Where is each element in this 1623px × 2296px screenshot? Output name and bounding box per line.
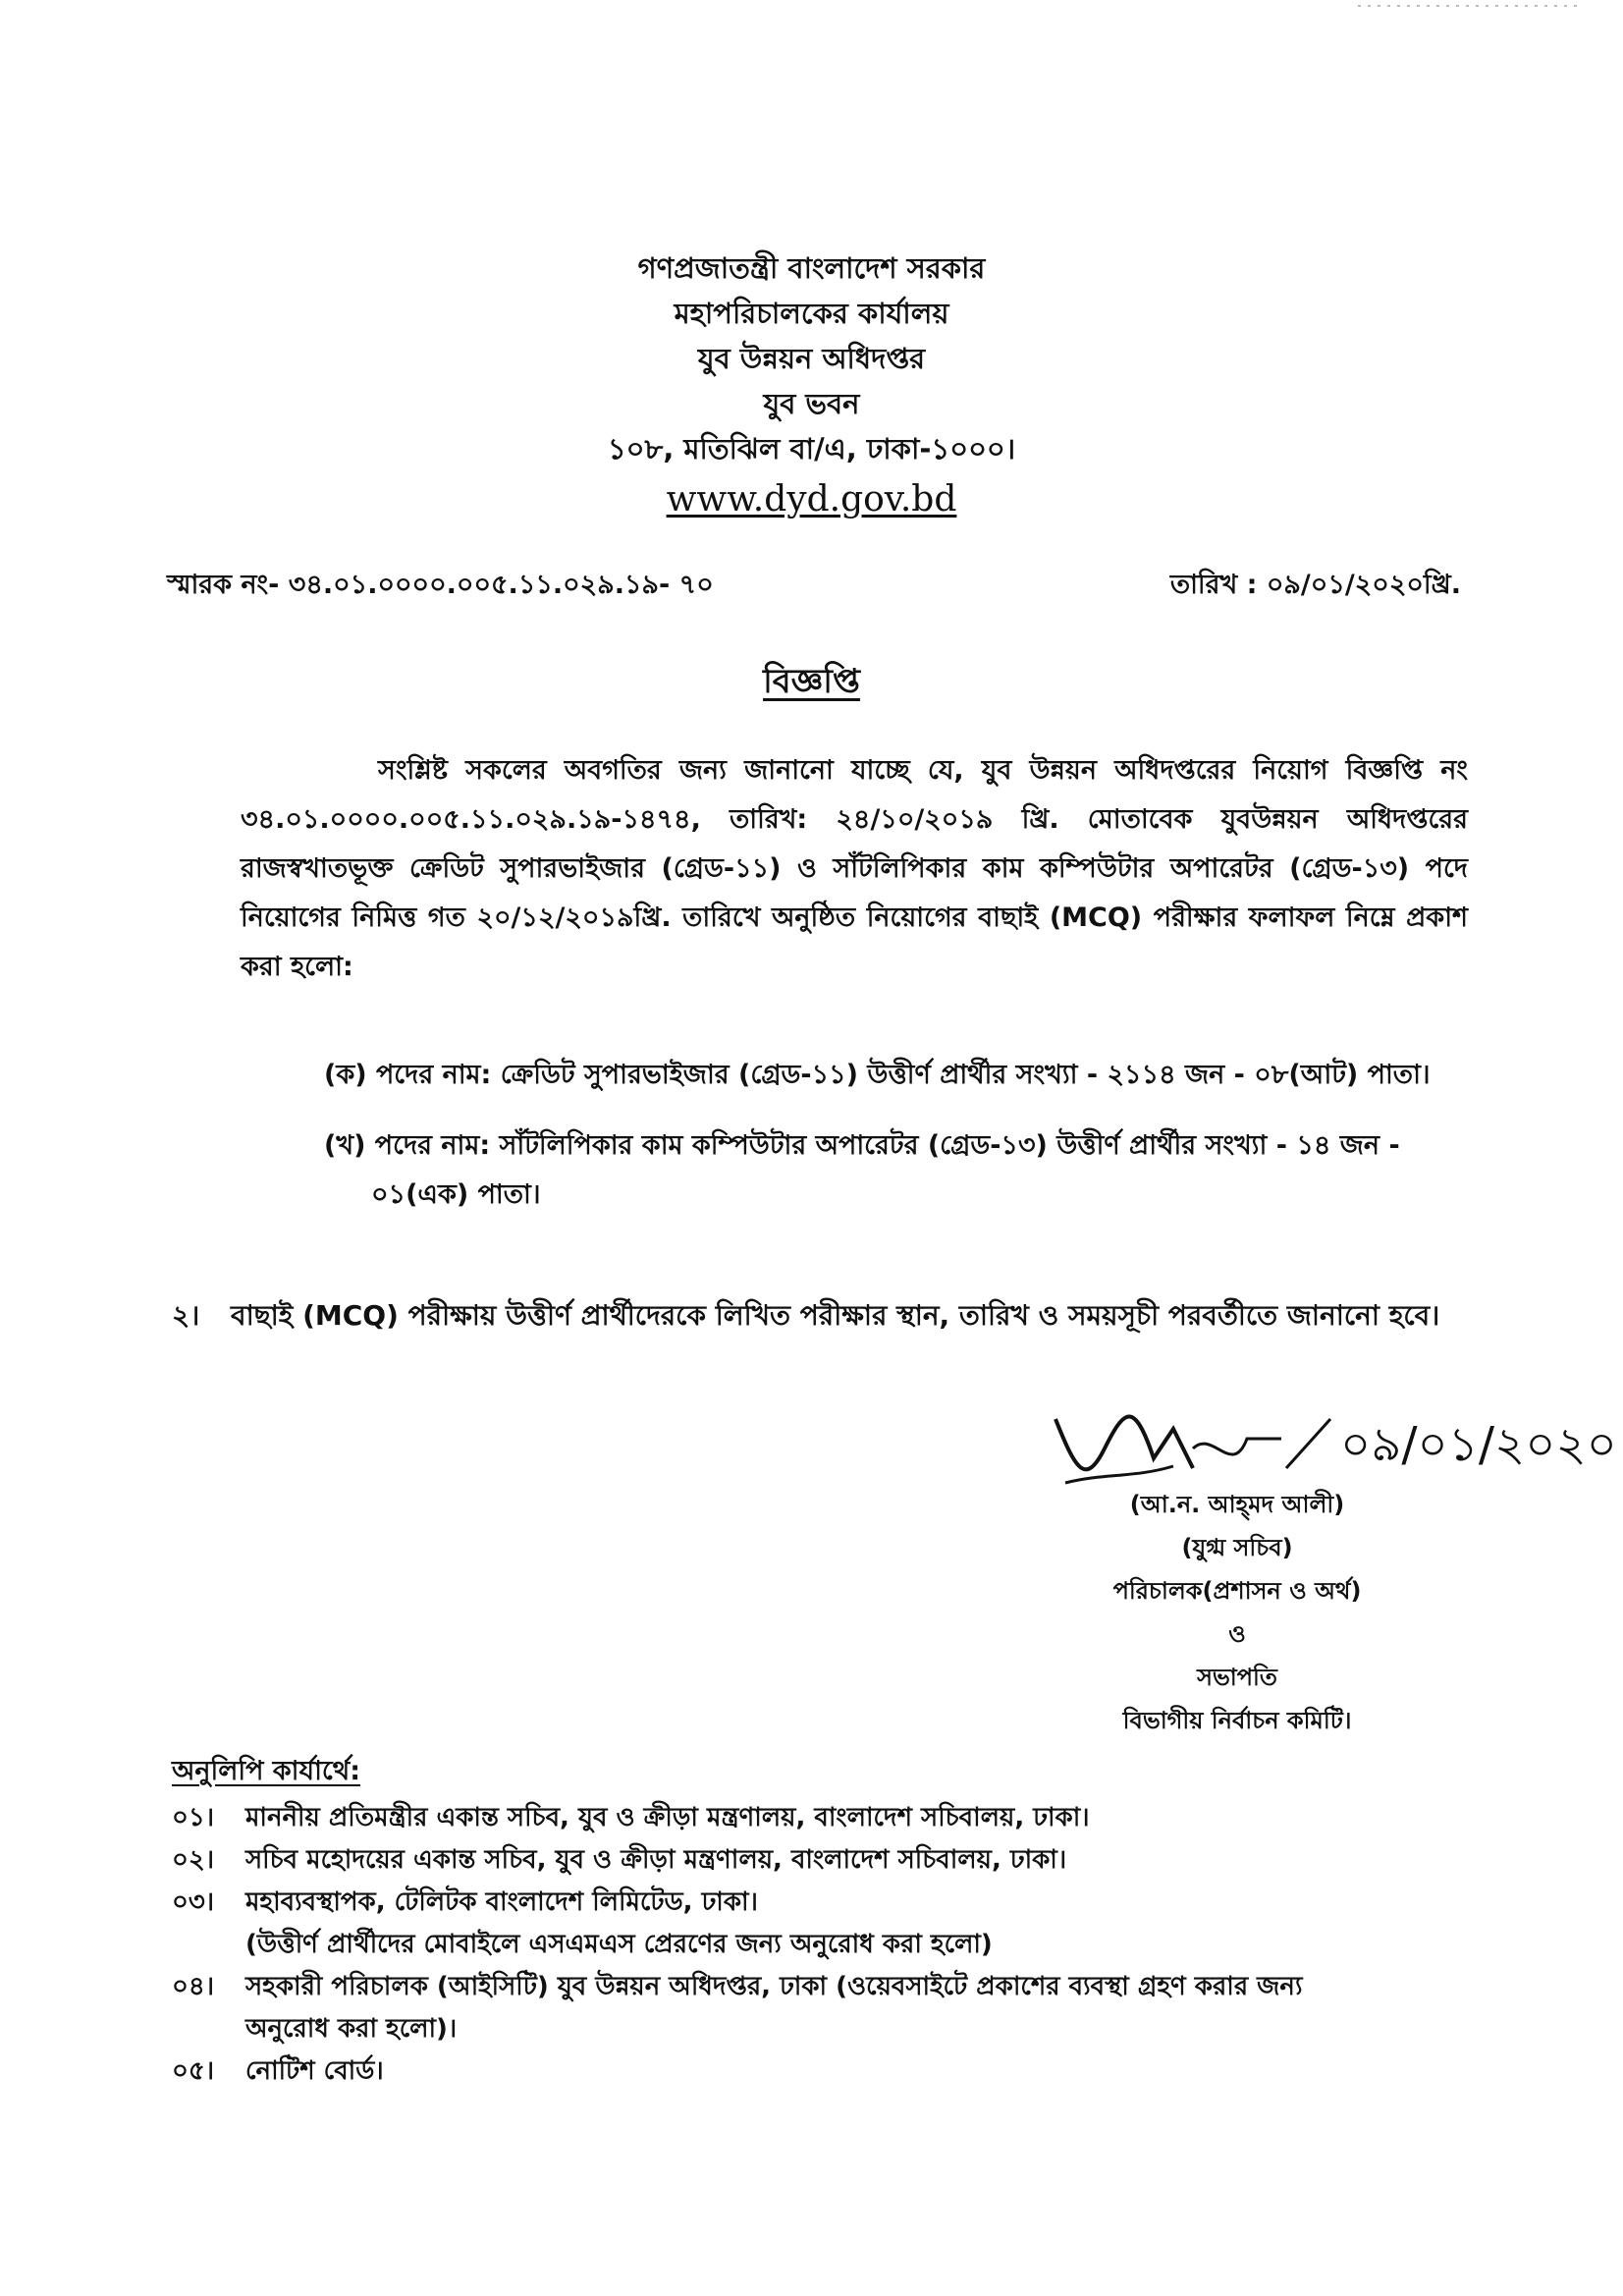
- signatory-role: সভাপতি: [1197, 1664, 1277, 1691]
- list-item-text: নোটিশ বোর্ড।: [245, 2056, 384, 2086]
- list-item-text: সহকারী পরিচালক (আইসিটি) যুব উন্নয়ন অধিদপ্তর, ঢাকা (ওয়েবসাইটে প্রকাশের ব্যবস্থা গ্রহণ করার জন্য: [245, 1972, 1303, 2001]
- post-a: (ক) পদের নাম: ক্রেডিট সুপারভাইজার (গ্রেড-১১) উত্তীর্ণ প্রার্থীর সংখ্যা - ২১১৪ জন - ০৮(আট) পাতা।: [324, 1060, 1431, 1090]
- post-b: [324, 1121, 1483, 1220]
- memo-number: স্মারক নং- ৩৪.০১.০০০০.০০৫.১১.০২৯.১৯- ৭০: [167, 570, 714, 600]
- building-name: যুব ভবন: [763, 387, 860, 420]
- list-item: [172, 1966, 1497, 2050]
- letterhead: [0, 246, 1623, 523]
- list-item-subtext: (উত্তীর্ণ প্রার্থীদের মোবাইলে এসএমএস প্রেরণের জন্য অনুরোধ করা হলো): [245, 1930, 993, 1959]
- item-2-text: বাছাই (MCQ) পরীক্ষায় উত্তীর্ণ প্রার্থীদেরকে লিখিত পরীক্ষার স্থান, তারিখ ও সময়সূচী পরবর্তীতে জানানো হবে।: [231, 1299, 1440, 1332]
- notice-title: [0, 656, 1623, 712]
- post-b-line2: ০১(এক) পাতা।: [371, 1179, 541, 1210]
- list-item-subtext: অনুরোধ করা হলো)।: [245, 2014, 458, 2044]
- notice-body-text: সংশ্লিষ্ট সকলের অবগতির জন্য জানানো যাচ্ছে যে, যুব উন্নয়ন অধিদপ্তরের নিয়োগ বিজ্ঞপ্তি নং ৩৪.০১.০০০০.০০৫.১১.০২৯.১৯-১৪৭৪, তারিখ: ২৪/১০/২০১৯ খ্রি. মোতাবেক যুবউন্নয়ন অধিদপ্তরের রাজস্বখাতভূক্ত ক্রেডিট সুপারভাইজার (গ্রেড-১১) ও সাঁটলিপিকার কাম কম্পিউটার অপারেটর (গ্রেড-১৩) পদে নিয়োগের নিমিত্ত গত ২০/১২/২০১৯খ্রি. তারিখে অনুষ্ঠিত নিয়োগের বাছাই (MCQ) পরীক্ষার ফলাফল নিম্নে প্রকাশ করা হলো:: [241, 755, 1468, 982]
- list-item: [172, 1797, 1497, 1839]
- signatory-conj: ও: [1228, 1620, 1246, 1648]
- signatory-designation: পরিচালক(প্রশাসন ও অর্থ): [1112, 1577, 1362, 1605]
- list-item: [172, 1839, 1497, 1882]
- item-2: [172, 1291, 1497, 1340]
- list-item-number: ০৩।: [172, 1887, 215, 1917]
- office-name: মহাপরিচালকের কার্যালয়: [674, 297, 949, 330]
- post-b-line1: (খ) পদের নাম: সাঁটলিপিকার কাম কম্পিউটার অপারেটর (গ্রেড-১৩) উত্তীর্ণ প্রার্থীর সংখ্যা - ১৪ জন -: [324, 1130, 1400, 1161]
- copies-list: [172, 1797, 1497, 2093]
- list-item-text-wrap: [245, 1966, 1497, 2050]
- list-item: [172, 2050, 1497, 2093]
- notice-body: [241, 746, 1468, 992]
- copies-title: অনুলিপি কার্যার্থে:: [172, 1756, 361, 1786]
- memo-date: তারিখ : ০৯/০১/২০২০খ্রি.: [1169, 570, 1461, 600]
- list-item-text-wrap: [245, 1882, 1497, 1966]
- signatory-rank: (যুগ্ম সচিব): [1181, 1534, 1293, 1561]
- list-item-text: সচিব মহোদয়ের একান্ত সচিব, যুব ও ক্রীড়া মন্ত্রণালয়, বাংলাদেশ সচিবালয়, ঢাকা।: [245, 1845, 1067, 1875]
- item-2-number: ২।: [172, 1299, 200, 1332]
- list-item-text: মহাব্যবস্থাপক, টেলিটক বাংলাদেশ লিমিটেড, ঢাকা।: [245, 1887, 758, 1917]
- department-name: যুব উন্নয়ন অধিদপ্তর: [697, 342, 926, 375]
- list-item-number: ০১।: [172, 1803, 215, 1832]
- signatory-committee: বিভাগীয় নির্বাচন কমিটি।: [1122, 1707, 1352, 1734]
- list-item-text: মাননীয় প্রতিমন্ত্রীর একান্ত সচিব, যুব ও ক্রীড়া মন্ত্রণালয়, বাংলাদেশ সচিবালয়, ঢাকা।: [245, 1803, 1090, 1832]
- address: ১০৮, মতিঝিল বা/এ, ঢাকা-১০০০।: [607, 432, 1016, 465]
- list-item-number: ০২।: [172, 1845, 215, 1875]
- signature-date: ০৯/০১/২০২০: [1340, 1417, 1617, 1472]
- scan-artifact: [1358, 0, 1584, 14]
- list-item-number: ০৪।: [172, 1972, 215, 2001]
- list-item: [172, 1882, 1497, 1966]
- notice-title-text: বিজ্ঞপ্তি: [763, 662, 860, 701]
- signatory-block: [1031, 1483, 1443, 1742]
- list-item-number: ০৫।: [172, 2056, 215, 2086]
- website-link[interactable]: www.dyd.gov.bd: [666, 479, 957, 519]
- govt-name: গণপ্রজাতন্ত্রী বাংলাদেশ সরকার: [637, 251, 986, 285]
- signatory-name: (আ.ন. আহ্‌মদ আলী): [1129, 1491, 1345, 1518]
